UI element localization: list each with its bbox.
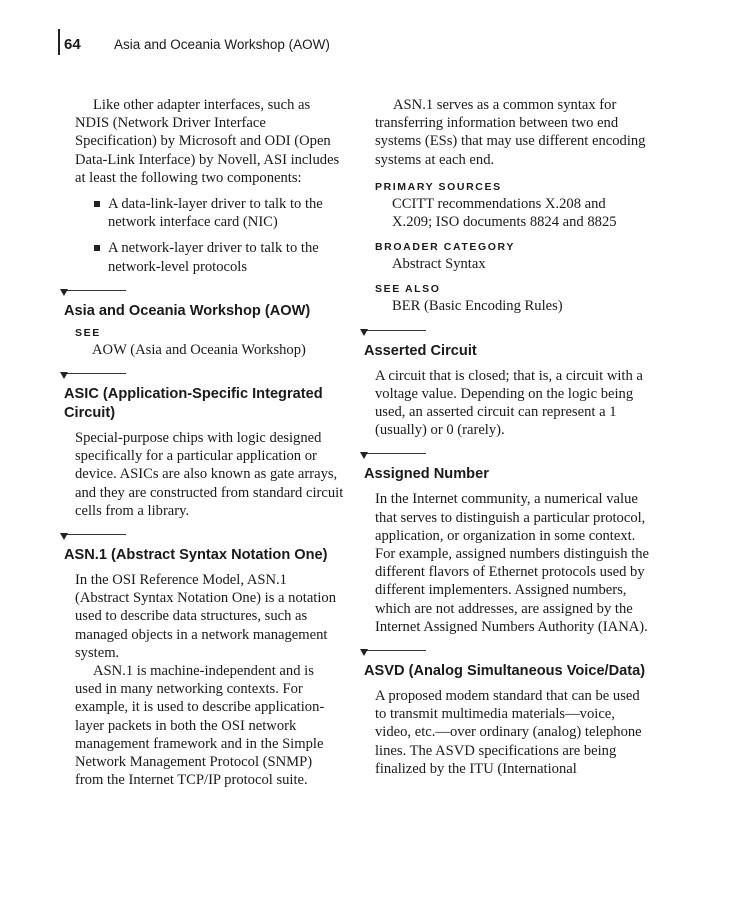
entry-term: Asia and Oceania Workshop (AOW) xyxy=(64,302,311,319)
entry-term: ASN.1 (Abstract Syntax Notation One) xyxy=(64,547,328,564)
entry-marker xyxy=(64,534,344,546)
entry-asvd xyxy=(364,650,649,778)
entry-body: In the Internet community, a numerical value that serves to distinguish a particular protocol, application, or organization in some context. For example, assigned numbers distinguish the different flavors of Ethernet protocols used by different implementers. Assigned numbers, which are not addresses, are assigned by the Internet Assigned Numbers Authority (IANA). xyxy=(375,491,650,635)
entry-marker xyxy=(64,290,344,302)
entry-assigned-number xyxy=(364,453,649,636)
entry-term: Asserted Circuit xyxy=(364,342,477,359)
entry-body: A circuit that is closed; that is, a circuit with a voltage value. Depending on the logic being used, an asserted circuit can represent a 1 (usually) or 0 (rarely). xyxy=(375,367,643,439)
broader-category-label: BROADER CATEGORY xyxy=(375,241,515,254)
page-number: 64 xyxy=(64,36,81,53)
entry-body: Special-purpose chips with logic designed specifically for a particular application or device. ASICs are also known as gate arrays, and they are constructed from standard circuit cells from a library. xyxy=(75,430,344,519)
header-rule xyxy=(58,29,60,55)
primary-sources-value: CCITT recommendations X.208 and X.209; ISO documents 8824 and 8825 xyxy=(392,195,617,231)
entry-asserted-circuit xyxy=(364,330,649,440)
primary-sources-label: PRIMARY SOURCES xyxy=(375,180,502,193)
entry-body: ASN.1 is machine-independent and is used in many networking contexts. For example, it is used to describe application-layer packets in both the OSI network management framework and in the Simple Network Management Protocol (SNMP) from the Internet TCP/IP protocol suite. xyxy=(75,663,325,789)
intro-paragraph: Like other adapter interfaces, such as NDIS (Network Driver Interface Specification) by Microsoft and ODI (Open Data-Link Interface) by Novell, ASI includes at least the following two components: xyxy=(75,97,340,186)
entry-asn1 xyxy=(64,534,344,789)
right-column xyxy=(364,96,649,778)
see-also-label: SEE ALSO xyxy=(375,283,441,296)
asn1-continuation: ASN.1 serves as a common syntax for transferring information between two end systems (ESs) that may use different encoding systems at each end. xyxy=(375,97,646,168)
entry-marker xyxy=(364,453,649,465)
entry-marker xyxy=(364,650,649,662)
entry-aow xyxy=(64,290,344,359)
entry-asic xyxy=(64,373,344,520)
see-also-value: BER (Basic Encoding Rules) xyxy=(392,298,563,315)
entry-marker xyxy=(364,330,649,342)
entry-term: Assigned Number xyxy=(364,466,489,483)
broader-category-value: Abstract Syntax xyxy=(392,256,486,273)
entry-term: ASVD (Analog Simultaneous Voice/Data) xyxy=(364,663,646,680)
list-item: A network-layer driver to talk to the network-level protocols xyxy=(94,239,344,275)
see-value: AOW (Asia and Oceania Workshop) xyxy=(92,341,306,358)
running-title: Asia and Oceania Workshop (AOW) xyxy=(114,37,330,52)
left-column xyxy=(64,96,344,789)
entry-marker xyxy=(64,373,344,385)
list-item: A data-link-layer driver to talk to the network interface card (NIC) xyxy=(94,195,344,231)
component-list xyxy=(94,195,344,276)
entry-body: In the OSI Reference Model, ASN.1 (Abstract Syntax Notation One) is a notation used to describe data structures, such as managed objects in a network management system. xyxy=(75,572,337,661)
see-label: SEE xyxy=(75,326,101,339)
entry-term: ASIC (Application-Specific Integrated Circuit) xyxy=(64,386,323,422)
entry-body: A proposed modem standard that can be used to transmit multimedia materials—voice, video, etc.—over ordinary (analog) telephone lines. The ASVD specifications are being finalized by the ITU (International xyxy=(375,688,642,777)
